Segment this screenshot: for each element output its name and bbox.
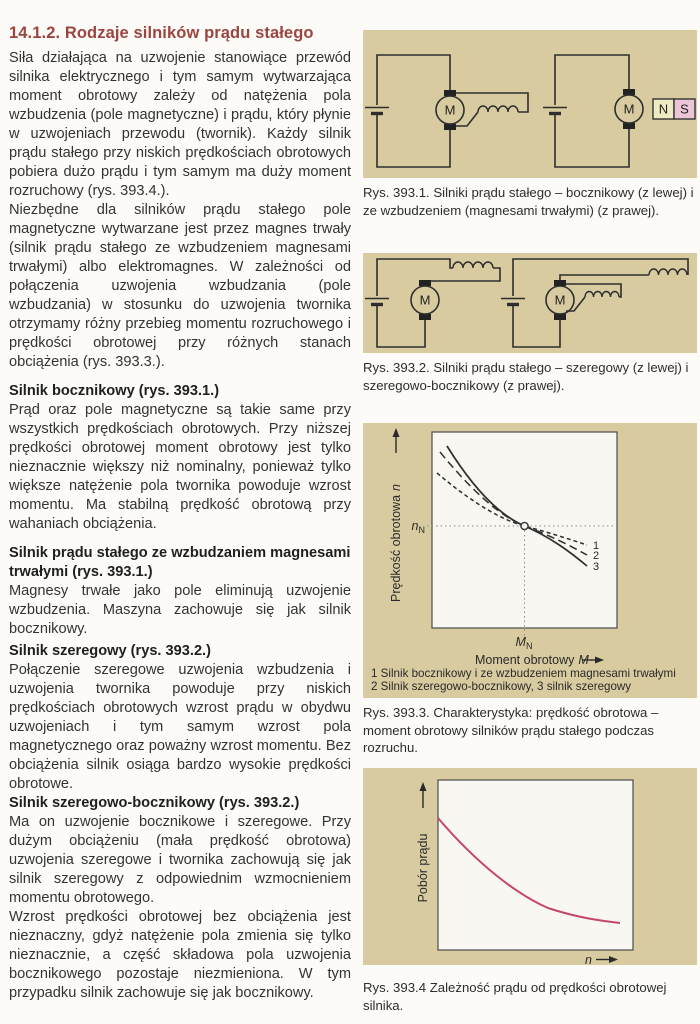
curve-label-1: 1 — [593, 540, 600, 552]
motor-label: M — [419, 292, 431, 308]
figure-393-3-panel — [363, 423, 697, 698]
battery-icon — [365, 299, 389, 305]
y-axis-label: Pobór prądu — [416, 833, 430, 903]
figure-393-1-caption: Rys. 393.1. Silniki prądu stałego – bocznikowy (z lewej) i ze wzbudzeniem (magnesami trwałymi) (z prawej). — [363, 185, 694, 218]
paragraph-4: Magnesy trwałe jako pole eliminują uzwojenie wzbudzenia. Maszyna zachowuje się jak silnik bocznikowy. — [9, 583, 351, 637]
x-axis-label-text: Moment obrotowy — [475, 653, 575, 667]
y-axis-label-text: Prędkość obrotowa — [389, 494, 403, 602]
tick-sub: N — [418, 525, 425, 535]
legend-line-2: 2 Silnik szeregowo-bocznikowy, 3 silnik szeregowy — [371, 680, 632, 693]
current-speed-chart — [363, 768, 697, 965]
figure-393-1-panel — [363, 30, 697, 178]
battery-icon — [365, 108, 389, 114]
magnet-south-pole — [674, 99, 695, 119]
fig2-circuit-diagram — [363, 253, 697, 353]
section-heading: 14.1.2. Rodzaje silników prądu stałego — [9, 24, 314, 42]
series-coil-icon — [649, 269, 687, 275]
motor-label: M — [554, 292, 566, 308]
figure-393-4-panel — [363, 768, 697, 965]
magnet-n-label: N — [658, 101, 669, 117]
nominal-speed-tick — [412, 519, 425, 535]
paragraph-2: Niezbędne dla silników prądu stałego pole magnetyczne wytwarzane jest przez magnes trwały (silnik prądu stałego ze wzbudzeniem magnesami trwałymi) albo elektromagnes. W zależności od połączenia uzwojenia wzbudzania (pole wzbudzania) w stosunku do uzwojenia twornika otrzymamy różny przebieg momentu rozruchowego i prędkości obrotowej przy różnych stanach obciążenia (rys. 393.3.). — [9, 202, 351, 370]
shunt-coil-icon — [585, 292, 619, 298]
wire — [456, 112, 478, 126]
tick-var: M — [515, 635, 526, 649]
wire — [555, 55, 629, 105]
motor-symbol — [546, 280, 574, 320]
text-column — [9, 24, 351, 1003]
wire — [513, 259, 688, 296]
paragraph-5: Połączenie szeregowe uzwojenia wzbudzenia i uzwojenia twornika powoduje przy niskich prędkościach obrotowych wzrost prądu w obydwu uzwojeniach i tym samym wzrost pola magnetycznego oraz poważny wzrost momentu. Bez obciążenia silnik osiąga bardzo wysokie prędkości obrotowe. — [9, 662, 351, 792]
motor-label: M — [444, 102, 456, 118]
figure-393-4-caption: Rys. 393.4 Zależność prądu od prędkości obrotowej silnika. — [363, 980, 667, 1013]
y-axis-label — [389, 484, 403, 602]
speed-torque-chart — [363, 423, 697, 698]
x-axis-arrow-icon — [596, 956, 618, 963]
x-axis-variable: n — [585, 953, 592, 965]
paragraph-1: Siła działająca na uzwojenie stanowiące przewód silnika elektrycznego i tym samym wytwarzająca moment obrotowy zależy od natężenia pola wzbudzenia (pole magnetyczne) i prądu, który płynie w uzwojeniach przewodu (twornik). Każdy silnik prądu stałego przy niskich prędkościach obrotowych pobiera dużo prądu i tym samym ma duży moment rozruchowy (rys. 393.4.). — [9, 50, 351, 199]
shunt-coil-icon — [478, 106, 518, 112]
paragraph-6: Ma on uzwojenie bocznikowe i szeregowe. Przy dużym obciążeniu (mała prędkość obrotowa) uzwojenia szeregowe i twornika zachowują się jak silnik szeregowy z odpowiednim wzmocnieniem momentu obrotowego. — [9, 814, 351, 906]
nominal-point-marker — [521, 522, 528, 529]
figure-393-3-caption: Rys. 393.3. Charakterystyka: prędkość obrotowa – moment obrotowy silników prądu stałego podczas rozruchu. — [363, 705, 659, 755]
y-axis-variable: n — [389, 484, 403, 491]
curve-label-2: 2 — [593, 550, 600, 562]
nominal-torque-tick — [516, 635, 533, 651]
wire — [566, 297, 585, 311]
wire — [377, 114, 450, 167]
wire — [377, 55, 450, 105]
battery-icon — [501, 299, 525, 305]
subheading-silnik-magnesy-trwale: Silnik prądu stałego ze wzbudzaniem magnesami trwałymi (rys. 393.1.) — [9, 545, 351, 580]
x-axis-label — [475, 653, 589, 667]
fig1-circuit-diagram — [363, 30, 697, 178]
motor-symbol — [615, 89, 643, 129]
series-motor-circuit — [365, 259, 500, 347]
tick-var: n — [411, 519, 419, 533]
wire — [425, 268, 500, 283]
y-axis-arrow-icon — [393, 428, 400, 453]
series-coil-icon — [453, 262, 493, 268]
motor-symbol — [411, 280, 439, 320]
battery-icon — [543, 108, 567, 114]
plot-area — [438, 780, 633, 950]
figure-393-2-panel — [363, 253, 697, 353]
x-axis-variable: M — [578, 653, 589, 667]
magnet-north-pole — [653, 99, 674, 119]
magnet-s-label: S — [680, 101, 689, 117]
permanent-magnet-motor-circuit — [543, 55, 695, 167]
motor-symbol — [436, 90, 464, 130]
tick-sub: N — [525, 641, 533, 651]
paragraph-7: Wzrost prędkości obrotowej bez obciążenia jest nieznaczny, gdyż natężenie pola zmienia się tylko nieznacznie, a część składowa pola uzwojenia bocznikowego pozostaje niezmieniona. W tym przypadku silnik zachowuje się jak bocznikowy. — [9, 909, 351, 1001]
compound-motor-circuit — [501, 259, 688, 347]
paragraph-3: Prąd oraz pole magnetyczne są takie same przy wszystkich prędkościach obrotowych. Przy niższej prędkości obrotowej moment obrotowy jest tylko nieznacznie większy niż nominalny, ponieważ tylko większe natężenie pola twornika powoduje wzrost momentu. Ma stabilną prędkość obrotową przy wahaniach obciążenia. — [9, 402, 351, 532]
wire — [555, 114, 629, 167]
motor-label: M — [623, 101, 635, 117]
subheading-silnik-bocznikowy: Silnik bocznikowy (rys. 393.1.) — [9, 383, 220, 399]
legend-line-1: 1 Silnik bocznikowy i ze wzbudzeniem magnesami trwałymi — [371, 667, 676, 680]
y-axis-arrow-icon — [420, 782, 427, 808]
subheading-silnik-szeregowo-bocznikowy: Silnik szeregowo-bocznikowy (rys. 393.2.) — [9, 795, 300, 811]
wire — [560, 275, 649, 281]
figure-393-2-caption: Rys. 393.2. Silniki prądu stałego – szeregowy (z lewej) i szeregowo-bocznikowy (z prawej). — [363, 360, 689, 393]
shunt-motor-circuit — [365, 55, 528, 167]
curve-label-3: 3 — [593, 561, 600, 573]
subheading-silnik-szeregowy: Silnik szeregowy (rys. 393.2.) — [9, 643, 211, 659]
